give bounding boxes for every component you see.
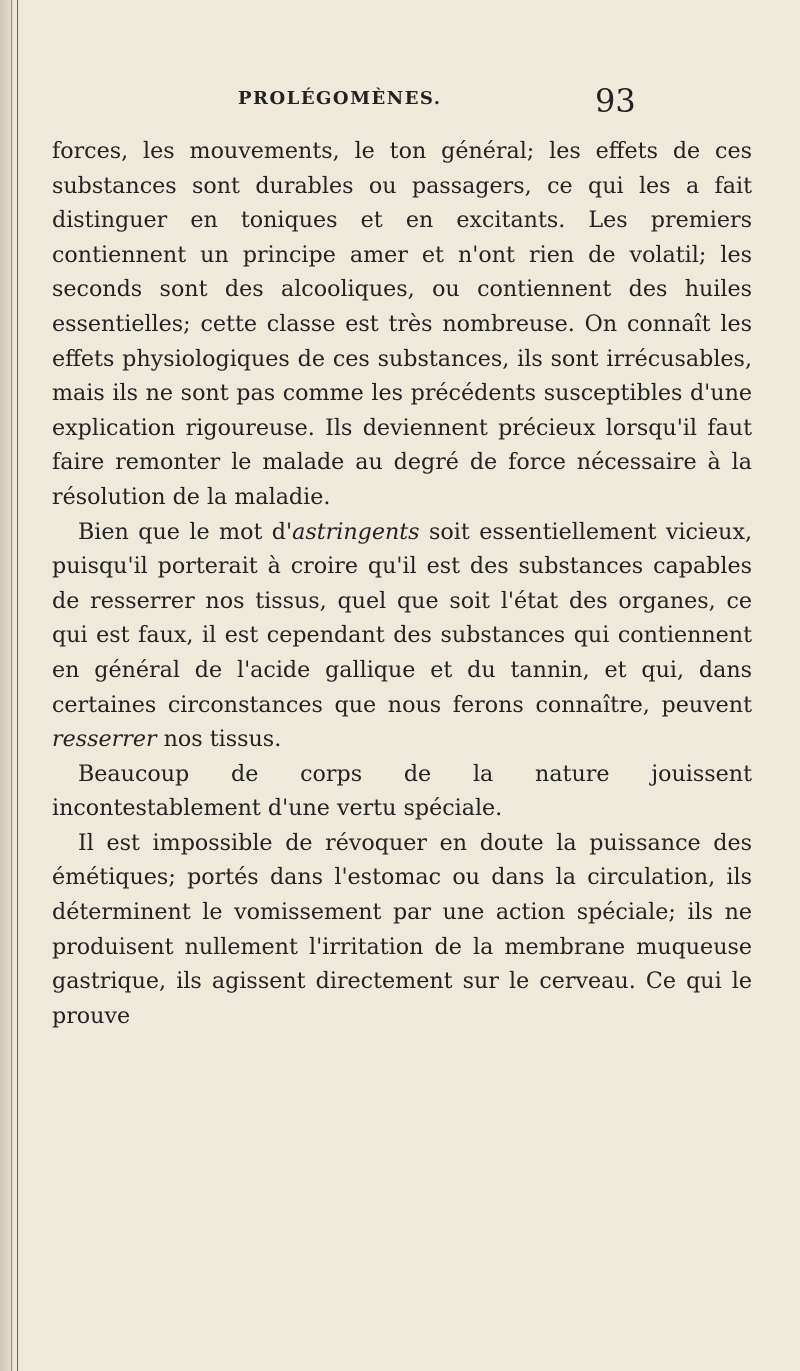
body-text xyxy=(52,134,752,1033)
text-run: Bien que le mot d' xyxy=(78,518,293,545)
italic-term: resserrer xyxy=(52,726,157,753)
paragraph: Beaucoup de corps de la nature jouissent incontestablement d'une vertu spéciale. xyxy=(52,760,752,822)
binding-line xyxy=(11,0,12,1371)
paragraph: Il est impossible de révoquer en doute la puissance des émétiques; portés dans l'estomac ou dans la circulation, ils déterminent le vomissement par une action spéciale; ils ne produisent nullement l'irritation de la membrane muqueuse gastrique, ils agissent directement sur le cerveau. Ce qui le prouve xyxy=(52,829,752,1029)
text-run: soit essentiellement vicieux, puisqu'il porterait à croire qu'il est des substances capables de resserrer nos tissus, quel que soit l'état des organes, ce qui est faux, il est cependant des substances qui contiennent en général de l'acide gallique et du tannin, et qui, dans certaines circonstances que nous ferons connaître, peuvent xyxy=(52,518,753,718)
running-head xyxy=(0,82,800,122)
text-run: nos tissus. xyxy=(156,726,282,753)
binding-line xyxy=(17,0,18,1371)
running-head-title: PROLÉGOMÈNES. xyxy=(238,88,442,109)
italic-term: astringents xyxy=(292,518,420,545)
paragraph: forces, les mouvements, le ton général; les effets de ces substances sont durables ou passagers, ce qui les a fait distinguer en toniques et en excitants. Les premiers contiennent un principe amer et n'ont rien de volatil; les seconds sont des alcooliques, ou contiennent des huiles essentielles; cette classe est très nombreuse. On connaît les effets physiologiques de ces substances, ils sont irrécusables, mais ils ne sont pas comme les précédents susceptibles d'une explication rigoureuse. Ils deviennent précieux lorsqu'il faut faire remonter le malade au degré de force nécessaire à la résolution de la maladie. xyxy=(52,138,752,510)
page-number: 93 xyxy=(595,82,636,120)
paragraph xyxy=(52,515,752,757)
